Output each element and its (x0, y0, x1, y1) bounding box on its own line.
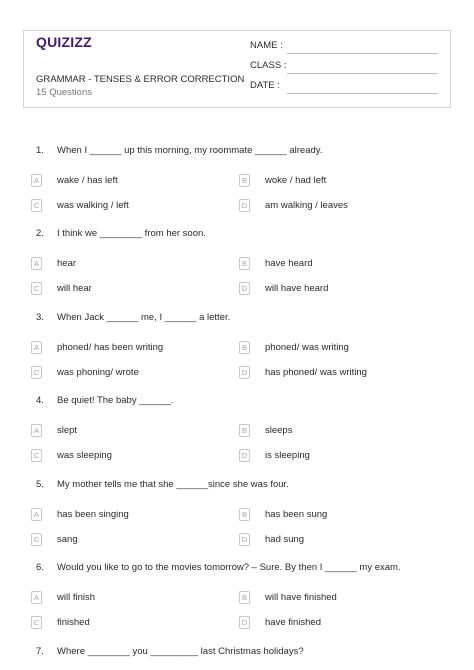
option-letter: B (239, 508, 250, 521)
option-letter: C (31, 616, 42, 629)
option-letter: D (239, 199, 250, 212)
date-field[interactable] (250, 80, 438, 94)
option-letter: D (239, 282, 250, 295)
option-letter: B (239, 257, 250, 270)
option-text: was walking / left (57, 200, 129, 211)
option-text: will have heard (265, 283, 329, 294)
option-letter: A (31, 174, 42, 187)
option-text: has phoned/ was writing (265, 367, 367, 378)
option-letter: D (239, 366, 250, 379)
option-text: has been singing (57, 509, 129, 520)
option-letter: C (31, 449, 42, 462)
option-text: is sleeping (265, 450, 310, 461)
name-line (287, 53, 438, 54)
date-label: DATE : (250, 80, 280, 91)
option-letter: A (31, 341, 42, 354)
date-line (287, 93, 438, 94)
option-letter: C (31, 533, 42, 546)
option-text: wake / has left (57, 175, 118, 186)
option-text: have finished (265, 617, 321, 628)
option-text: sang (57, 534, 78, 545)
option-letter: C (31, 366, 42, 379)
option-letter: B (239, 591, 250, 604)
question-text: I think we ________ from her soon. (57, 228, 206, 239)
question-text: When I ______ up this morning, my roommate ______ already. (57, 145, 323, 156)
option-text: slept (57, 425, 78, 436)
question-number: 5. (36, 479, 44, 490)
option-text: will finish (57, 592, 96, 603)
option-letter: C (31, 282, 42, 295)
option-letter: C (31, 199, 42, 212)
option-letter: A (31, 508, 42, 521)
option-text: hear (57, 258, 77, 269)
question-number: 6. (36, 562, 44, 573)
option-text: has been sung (265, 509, 328, 520)
option-letter: B (239, 424, 250, 437)
question-text: Where ________ you _________ last Christmas holidays? (57, 646, 304, 657)
option-letter: B (239, 174, 250, 187)
option-text: was sleeping (57, 450, 112, 461)
option-text: phoned/ was writing (265, 342, 349, 353)
option-letter: A (31, 591, 42, 604)
class-label: CLASS : (250, 60, 287, 71)
option-text: will hear (57, 283, 92, 294)
option-text: was phoning/ wrote (57, 367, 139, 378)
option-letter: A (31, 424, 42, 437)
name-label: NAME : (250, 40, 283, 51)
question-number: 3. (36, 312, 44, 323)
option-letter: A (31, 257, 42, 270)
worksheet-title: GRAMMAR - TENSES & ERROR CORRECTION (36, 74, 245, 85)
question-text: Be quiet! The baby ______. (57, 395, 174, 406)
class-line (287, 73, 438, 74)
quizizz-logo: QUIZIZZ (36, 34, 92, 50)
option-text: am walking / leaves (265, 200, 348, 211)
question-text: My mother tells me that she ______since she was four. (57, 479, 289, 490)
option-text: have heard (265, 258, 313, 269)
question-text: Would you like to go to the movies tomorrow? – Sure. By then I ______ my exam. (57, 562, 401, 573)
question-number: 7. (36, 646, 44, 657)
question-text: When Jack ______ me, I ______ a letter. (57, 312, 231, 323)
question-number: 4. (36, 395, 44, 406)
option-text: had sung (265, 534, 305, 545)
option-letter: B (239, 341, 250, 354)
question-number: 2. (36, 228, 44, 239)
name-field[interactable] (250, 40, 438, 54)
option-text: sleeps (265, 425, 293, 436)
option-letter: D (239, 449, 250, 462)
option-text: finished (57, 617, 90, 628)
question-number: 1. (36, 145, 44, 156)
option-letter: D (239, 533, 250, 546)
option-text: phoned/ has been writing (57, 342, 164, 353)
class-field[interactable] (250, 60, 438, 74)
option-letter: D (239, 616, 250, 629)
option-text: will have finished (265, 592, 337, 603)
option-text: woke / had left (265, 175, 327, 186)
question-count: 15 Questions (36, 87, 92, 98)
